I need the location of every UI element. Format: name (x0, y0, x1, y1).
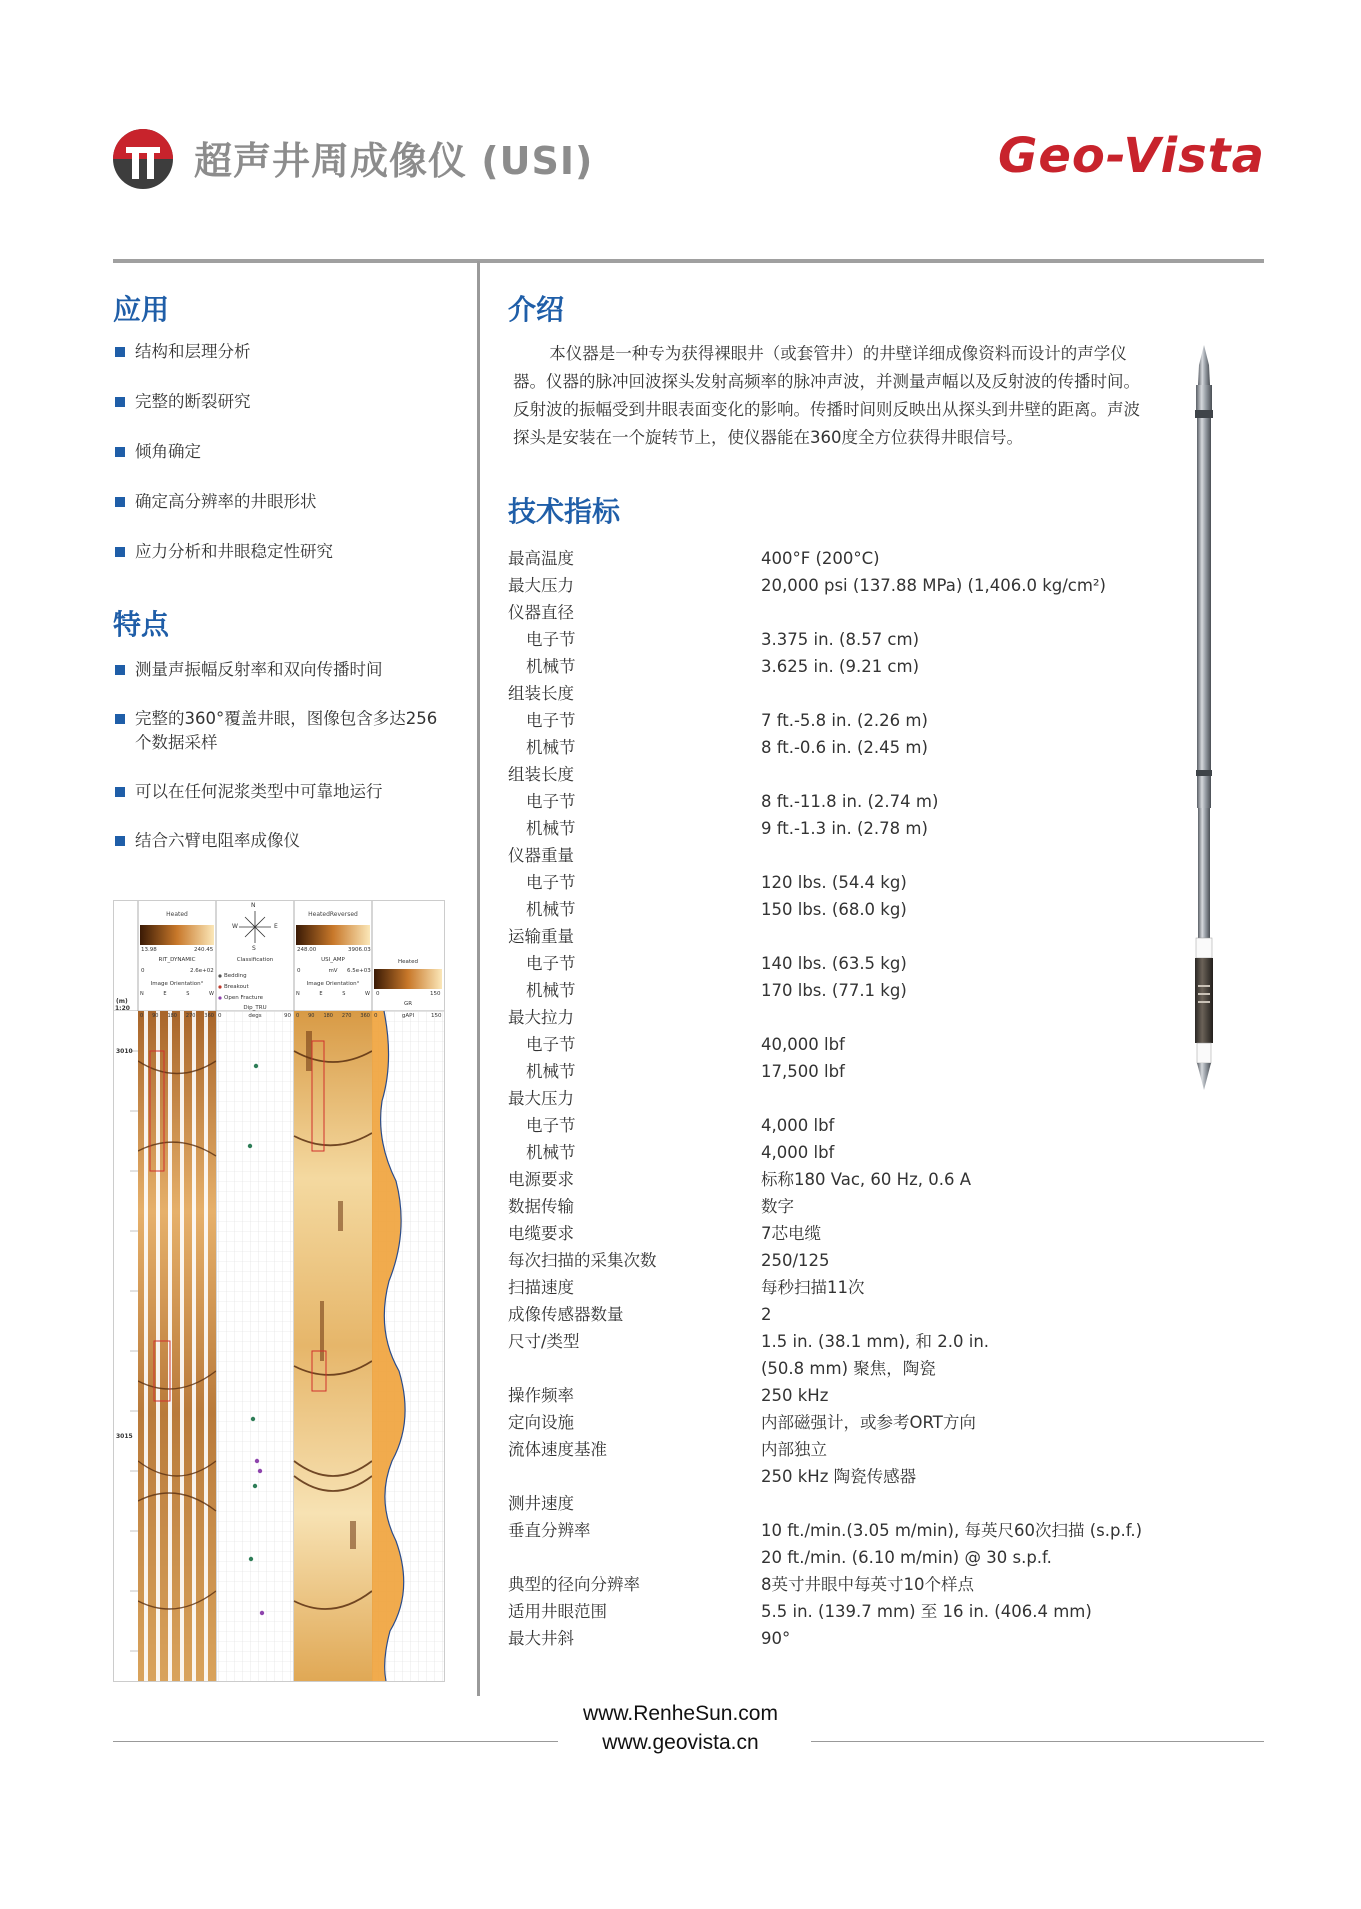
track1-header: Heated (166, 911, 188, 918)
spec-label: 定向设施 (508, 1413, 574, 1432)
spec-row (508, 626, 1142, 653)
depth-scale: 1:20 (115, 1005, 130, 1012)
spec-row (508, 572, 1142, 599)
spec-value: 内部独立 (761, 1440, 827, 1459)
orient-letter: E (163, 991, 167, 997)
spec-row (508, 1571, 1142, 1598)
spec-label: 最大拉力 (508, 1008, 574, 1027)
track1-range-left: 13.98 (141, 947, 157, 953)
track3-header: HeatedReversed (308, 911, 358, 918)
list-item: 确定高分辨率的井眼形状 (113, 490, 453, 514)
spec-value: 20 ft./min. (6.10 m/min) @ 30 s.p.f. (761, 1548, 1052, 1567)
spec-row (508, 1301, 1142, 1328)
spec-label (508, 1355, 761, 1382)
spec-row (508, 1274, 1142, 1301)
spec-row (508, 1328, 1142, 1355)
legend-open-fracture: Open Fracture (224, 995, 264, 1001)
spec-value: 2 (761, 1305, 772, 1324)
features-heading: 特点 (113, 608, 170, 641)
spec-value: 3.375 in. (8.57 cm) (761, 630, 920, 649)
spec-label: 电子节 (526, 873, 576, 892)
spec-value (761, 1004, 1142, 1031)
orient-tick: 270 (185, 1013, 196, 1019)
track1-curve: RIT_DYNAMIC (158, 957, 196, 963)
orient-letter: W (365, 991, 370, 997)
spec-label: 最大压力 (508, 576, 574, 595)
spec-label (508, 1463, 761, 1490)
track3-range-left: 248.00 (297, 947, 317, 953)
spec-value: 170 lbs. (77.1 kg) (761, 981, 907, 1000)
spec-row (508, 1166, 1142, 1193)
spec-label: 机械节 (526, 657, 576, 676)
spec-label: 每次扫描的采集次数 (508, 1251, 657, 1270)
spec-label: 测井速度 (508, 1494, 574, 1513)
specs-table (508, 545, 1142, 1652)
spec-label: 机械节 (526, 819, 576, 838)
track1-orient-ticks (140, 1013, 214, 1019)
spec-label: 适用井眼范围 (508, 1602, 607, 1621)
track4-header: Heated (398, 959, 418, 965)
track3-scale-left: 0 (297, 968, 301, 974)
track2-classification: Classification (236, 957, 274, 963)
spec-value: (50.8 mm) 聚焦，陶瓷 (761, 1359, 936, 1378)
spec-value (761, 599, 1142, 626)
spec-value: 标称180 Vac, 60 Hz, 0.6 A (761, 1170, 971, 1189)
spec-row (508, 1139, 1142, 1166)
spec-label: 最大井斜 (508, 1629, 574, 1648)
spec-value: 7 ft.-5.8 in. (2.26 m) (761, 711, 928, 730)
spec-value: 4,000 lbf (761, 1116, 835, 1135)
spec-row (508, 653, 1142, 680)
spec-row (508, 1004, 1142, 1031)
spec-value: 250 kHz (761, 1386, 829, 1405)
brand-logo-text: Geo-Vista (997, 128, 1265, 184)
spec-label: 典型的径向分辨率 (508, 1575, 640, 1594)
spec-value: 内部磁强计，或参考ORT方向 (761, 1413, 976, 1432)
list-item: 倾角确定 (113, 440, 453, 464)
spec-label: 流体速度基准 (508, 1440, 607, 1459)
applications-list (113, 340, 453, 564)
spec-row (508, 1085, 1142, 1112)
orient-letter: N (296, 991, 300, 997)
spec-value: 8英寸井眼中每英寸10个样点 (761, 1575, 974, 1594)
orient-tick: 90 (308, 1013, 315, 1019)
page-title: 超声井周成像仪 (USI) (194, 139, 594, 183)
track4-range-left: 0 (376, 991, 380, 997)
spec-row (508, 707, 1142, 734)
spec-label: 垂直分辨率 (508, 1521, 591, 1540)
track4-curve: GR (403, 1001, 413, 1007)
spec-row (508, 1598, 1142, 1625)
spec-value: 400°F (200°C) (761, 549, 880, 568)
spec-label (508, 1544, 761, 1571)
spec-label: 机械节 (526, 738, 576, 757)
spec-row (508, 1220, 1142, 1247)
specs-heading: 技术指标 (508, 495, 621, 528)
footer-url-renhesun[interactable]: www.RenheSun.com (583, 1702, 778, 1725)
track1-scale-right: 2.6e+02 (190, 968, 214, 974)
depth-unit: (m) (116, 998, 128, 1005)
orient-tick: 360 (360, 1013, 370, 1019)
spec-value: 90° (761, 1629, 791, 1648)
track3-curve: USI_AMP (321, 957, 345, 963)
orient-tick: 180 (167, 1013, 177, 1019)
spec-value: 9 ft.-1.3 in. (2.78 m) (761, 819, 928, 838)
spec-label: 机械节 (526, 981, 576, 1000)
spec-value: 40,000 lbf (761, 1035, 845, 1054)
applications-heading: 应用 (113, 293, 170, 326)
spec-row (508, 842, 1142, 869)
spec-label: 组装长度 (508, 765, 574, 784)
spec-row (508, 1517, 1142, 1544)
spec-label: 电子节 (526, 954, 576, 973)
spec-row (508, 1625, 1142, 1652)
borehole-log-image (113, 900, 445, 1682)
spec-row (508, 1247, 1142, 1274)
spec-value: 10 ft./min.(3.05 m/min), 每英尺60次扫描 (s.p.f.) (761, 1521, 1143, 1540)
spec-row (508, 1193, 1142, 1220)
spec-row (508, 1490, 1142, 1517)
spec-value: 150 lbs. (68.0 kg) (761, 900, 907, 919)
orient-tick: 270 (341, 1013, 352, 1019)
depth-mark-3015: 3015 (116, 1433, 133, 1440)
spec-row (508, 896, 1142, 923)
list-item: 结构和层理分析 (113, 340, 453, 364)
spec-value: 7芯电缆 (761, 1224, 821, 1243)
tool-image (1183, 345, 1225, 1095)
orient-letter: E (319, 991, 323, 997)
orient-tick: 180 (323, 1013, 333, 1019)
spec-row (508, 1112, 1142, 1139)
track4-scale-mid: gAPI (401, 1013, 415, 1019)
compass-w: W (232, 923, 238, 930)
orient-letter: N (140, 991, 144, 997)
orient-tick: 360 (204, 1013, 214, 1019)
spec-label: 机械节 (526, 900, 576, 919)
track3-range-right: 3906.03 (348, 947, 371, 953)
spec-value (761, 680, 1142, 707)
spec-row (508, 950, 1142, 977)
orient-tick: 90 (152, 1013, 159, 1019)
spec-row (508, 923, 1142, 950)
track3-orient-letters (296, 991, 370, 997)
spec-value: 250/125 (761, 1251, 830, 1270)
spec-label: 仪器直径 (508, 603, 574, 622)
spec-value: 数字 (761, 1197, 794, 1216)
spec-value: 17,500 lbf (761, 1062, 845, 1081)
spec-row (508, 599, 1142, 626)
spec-row (508, 1355, 1142, 1382)
spec-label: 电缆要求 (508, 1224, 574, 1243)
spec-label: 电子节 (526, 792, 576, 811)
spec-value (761, 1085, 1142, 1112)
spec-row (508, 1544, 1142, 1571)
orient-tick: 0 (140, 1013, 144, 1019)
orient-letter: S (342, 991, 346, 997)
track3-orientation: Image Orientation° (306, 981, 360, 987)
spec-label: 成像传感器数量 (508, 1305, 624, 1324)
spec-row (508, 1409, 1142, 1436)
spec-label: 操作频率 (508, 1386, 574, 1405)
track2-scale-right: 90 (284, 1013, 291, 1019)
spec-row (508, 545, 1142, 572)
track3-scale-mid: mV (328, 968, 338, 974)
spec-label: 电子节 (526, 630, 576, 649)
spec-value: 4,000 lbf (761, 1143, 835, 1162)
spec-value (761, 923, 1142, 950)
track3-orient-ticks (296, 1013, 370, 1019)
spec-value: 140 lbs. (63.5 kg) (761, 954, 907, 973)
spec-label: 最高温度 (508, 549, 574, 568)
list-item: 测量声振幅反射率和双向传播时间 (113, 658, 443, 682)
track2-scale-left: 0 (218, 1013, 222, 1019)
depth-mark-3010: 3010 (116, 1048, 133, 1055)
compass-s: S (252, 945, 256, 952)
spec-value (761, 842, 1142, 869)
spec-label: 机械节 (526, 1143, 576, 1162)
spec-label: 电子节 (526, 711, 576, 730)
spec-label: 电源要求 (508, 1170, 574, 1189)
spec-value: 8 ft.-0.6 in. (2.45 m) (761, 738, 928, 757)
spec-row (508, 1031, 1142, 1058)
spec-row (508, 1436, 1142, 1463)
spec-row (508, 1382, 1142, 1409)
intro-paragraph: 本仪器是一种专为获得裸眼井（或套管井）的井壁详细成像资料而设计的声学仪器。仪器的脉冲回波探头发射高频率的脉冲声波，并测量声幅以及反射波的传播时间。反射波的振幅受到井眼表面变化的影响。传播时间则反映出从探头到井壁的距离。声波探头是安装在一个旋转节上，使仪器能在360度全方位获得井眼信号。 (513, 344, 1140, 447)
compass-e: E (274, 923, 278, 930)
track3-scale-right: 6.5e+03 (347, 968, 371, 974)
list-item: 应力分析和井眼稳定性研究 (113, 540, 453, 564)
orient-letter: W (209, 991, 214, 997)
spec-value: 20,000 psi (137.88 MPa) (1,406.0 kg/cm²) (761, 576, 1106, 595)
spec-row (508, 680, 1142, 707)
legend-breakout: Breakout (224, 984, 249, 990)
compass-n: N (251, 902, 256, 909)
spec-value: 250 kHz 陶瓷传感器 (761, 1467, 917, 1486)
column-divider (477, 261, 480, 1696)
spec-value: 3.625 in. (9.21 cm) (761, 657, 920, 676)
spec-value: 1.5 in. (38.1 mm), 和 2.0 in. (761, 1332, 990, 1351)
spec-row (508, 815, 1142, 842)
spec-row (508, 1463, 1142, 1490)
spec-row (508, 1058, 1142, 1085)
track1-orientation: Image Orientation° (150, 981, 204, 987)
top-divider (113, 259, 1264, 263)
track2-scale-mid: degs (248, 1013, 262, 1019)
spec-value (761, 761, 1142, 788)
company-logo (112, 128, 174, 190)
footer-url-geovista[interactable]: www.geovista.cn (602, 1731, 759, 1754)
track1-scale-left: 0 (141, 968, 145, 974)
spec-row (508, 869, 1142, 896)
spec-value: 每秒扫描11次 (761, 1278, 865, 1297)
list-item: 完整的断裂研究 (113, 390, 453, 414)
list-item: 完整的360°覆盖井眼，图像包含多达256个数据采样 (113, 707, 443, 755)
legend-bedding: Bedding (224, 973, 247, 979)
track4-range-right: 150 (430, 991, 441, 997)
spec-label: 运输重量 (508, 927, 574, 946)
spec-value: 120 lbs. (54.4 kg) (761, 873, 907, 892)
orient-tick: 0 (296, 1013, 300, 1019)
list-item: 可以在任何泥浆类型中可靠地运行 (113, 780, 443, 804)
spec-row (508, 761, 1142, 788)
spec-row (508, 788, 1142, 815)
spec-label: 最大压力 (508, 1089, 574, 1108)
spec-label: 仪器重量 (508, 846, 574, 865)
spec-label: 组装长度 (508, 684, 574, 703)
track4-scale-right: 150 (431, 1013, 442, 1019)
intro-heading: 介绍 (508, 293, 565, 326)
track4-scale-left: 0 (374, 1013, 378, 1019)
specs-table-body (508, 545, 1142, 1652)
spec-value: 5.5 in. (139.7 mm) 至 16 in. (406.4 mm) (761, 1602, 1092, 1621)
spec-label: 电子节 (526, 1116, 576, 1135)
spec-value: 8 ft.-11.8 in. (2.74 m) (761, 792, 939, 811)
spec-row (508, 977, 1142, 1004)
spec-label: 电子节 (526, 1035, 576, 1054)
spec-label: 数据传输 (508, 1197, 574, 1216)
spec-label: 机械节 (526, 1062, 576, 1081)
spec-label: 扫描速度 (508, 1278, 574, 1297)
spec-label: 尺寸/类型 (508, 1332, 580, 1351)
spec-value (761, 1490, 1142, 1517)
track2-curve: Dip_TRU (243, 1005, 267, 1011)
features-list (113, 658, 443, 853)
track1-range-right: 240.45 (194, 947, 214, 953)
spec-row (508, 734, 1142, 761)
list-item: 结合六臂电阻率成像仪 (113, 829, 443, 853)
orient-letter: S (186, 991, 190, 997)
track1-orient-letters (140, 991, 214, 997)
